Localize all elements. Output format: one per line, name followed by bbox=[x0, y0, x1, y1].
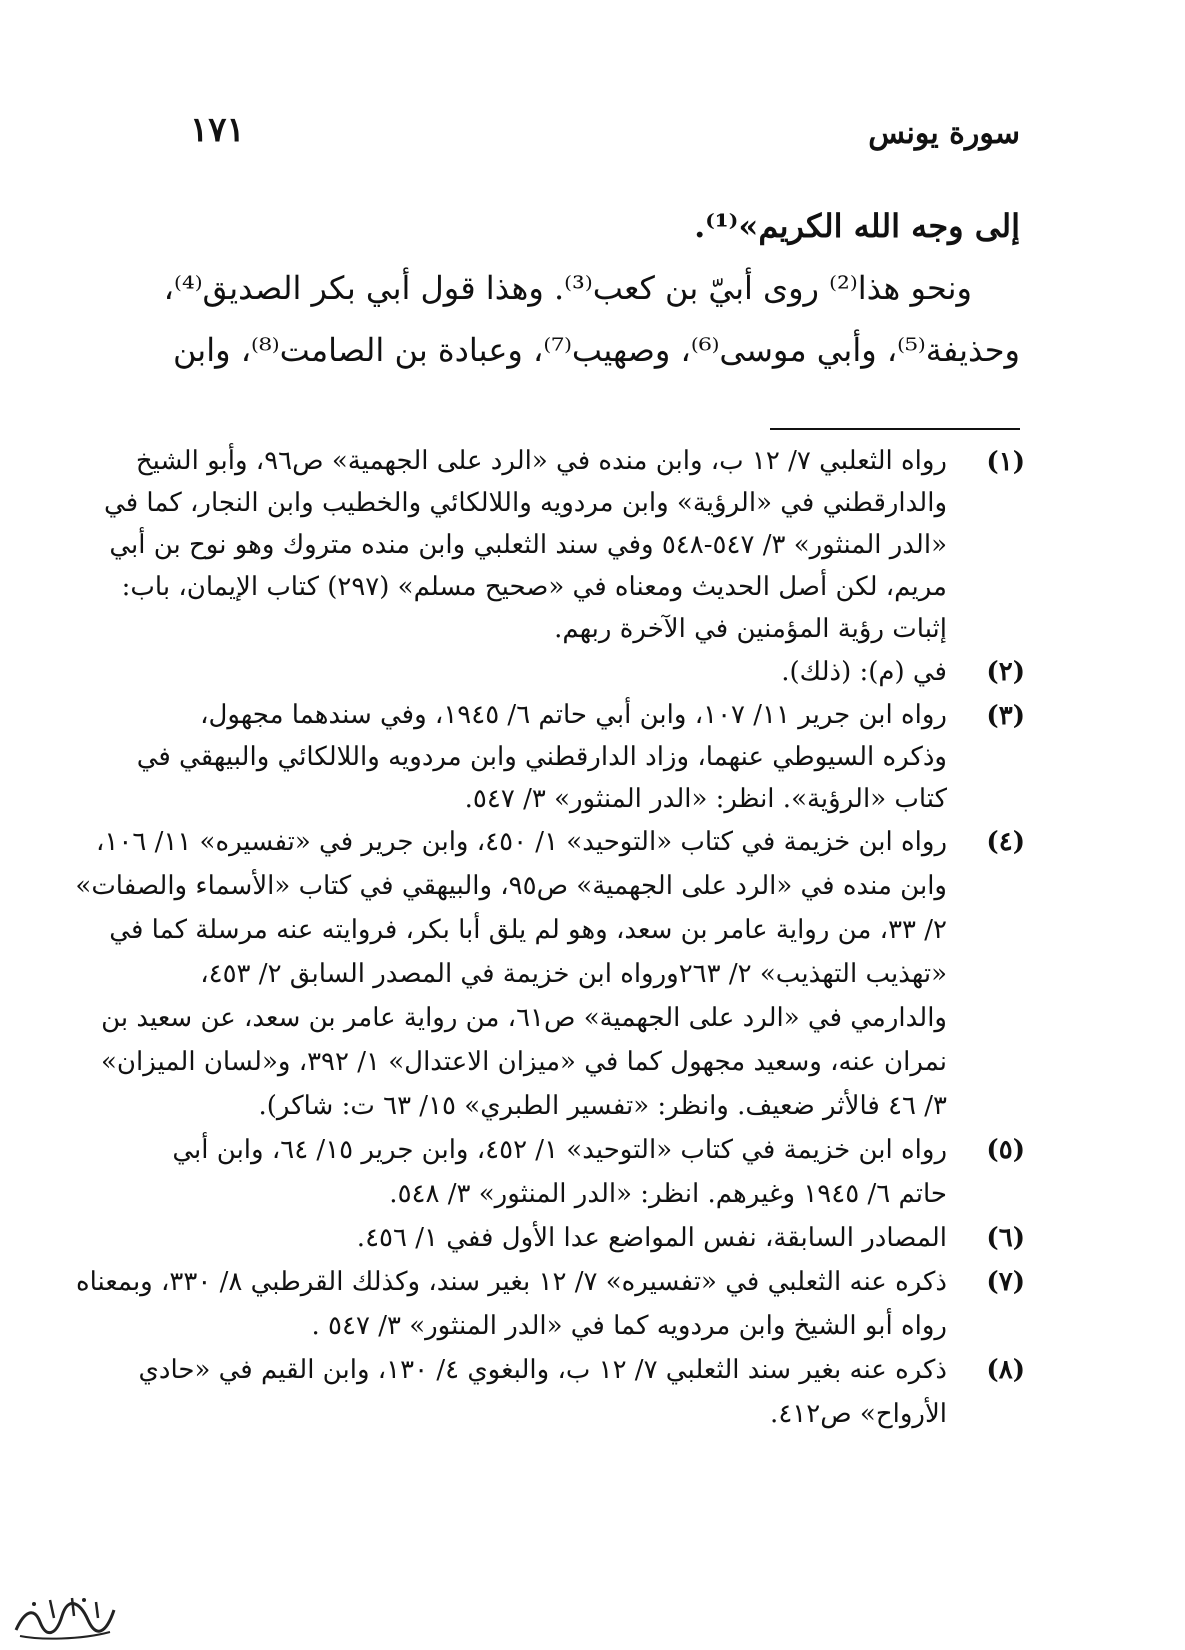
footnote-line: ذكره عنه بغير سند الثعلبي ٧/ ١٢ ب، والبغوي ٤/ ١٣٠، وابن القيم في «حادي bbox=[138, 1355, 947, 1385]
footnote-line: في (م): (ذلك). bbox=[781, 657, 947, 687]
page-header bbox=[190, 110, 1020, 160]
footnote-line: «تهذيب التهذيب» ٢/ ٢٦٣ورواه ابن خزيمة في المصدر السابق ٢/ ٤٥٣، bbox=[200, 959, 947, 989]
footnote-4 bbox=[75, 820, 1025, 1128]
footnote-line: رواه أبو الشيخ وابن مردويه كما في «الدر المنثور» ٣/ ٥٤٧ . bbox=[311, 1311, 947, 1341]
footnote-line: رواه ابن جرير ١١/ ١٠٧، وابن أبي حاتم ٦/ ١٩٤٥، وفي سندهما مجهول، bbox=[200, 700, 947, 730]
footnote-8 bbox=[130, 1348, 1025, 1436]
footnote-2 bbox=[130, 650, 1025, 694]
footnote-number: (٧) bbox=[986, 1267, 1025, 1297]
footnote-5 bbox=[130, 1128, 1025, 1216]
footnote-line: «الدر المنثور» ٣/ ٥٤٧-٥٤٨ وفي سند الثعلبي وابن منده متروك وهو نوح بن أبي bbox=[109, 530, 947, 560]
footnote-number: (٤) bbox=[986, 827, 1025, 857]
footnotes bbox=[75, 440, 1025, 1436]
footnote-line: رواه ابن خزيمة في كتاب «التوحيد» ١/ ٤٥٠، وابن جرير في «تفسيره» ١١/ ١٠٦، bbox=[96, 827, 947, 857]
footnote-line: والدارقطني في «الرؤية» وابن مردويه واللالكائي والخطيب وابن النجار، كما في bbox=[104, 488, 947, 518]
footnote-line: وذكره السيوطي عنهما، وزاد الدارقطني وابن مردويه واللالكائي والبيهقي في bbox=[136, 742, 947, 772]
footnote-number: (٣) bbox=[986, 701, 1025, 731]
footnote-6 bbox=[130, 1216, 1025, 1260]
footnote-line: نمران عنه، وسعيد مجهول كما في «ميزان الاعتدال» ١/ ٣٩٢، و«لسان الميزان» bbox=[100, 1047, 947, 1077]
footnote-line: الأرواح» ص٤١٢. bbox=[770, 1399, 947, 1429]
footnote-3 bbox=[130, 694, 1025, 820]
footnote-number: (٢) bbox=[986, 657, 1025, 687]
footnote-line: إثبات رؤية المؤمنين في الآخرة ربهم. bbox=[554, 614, 947, 644]
footnote-number: (٦) bbox=[986, 1223, 1025, 1253]
footnote-line: ٢/ ٣٣، من رواية عامر بن سعد، وهو لم يلق أبا بكر، فروايته عنه مرسلة كما في bbox=[109, 915, 947, 945]
footnote-line: مريم، لكن أصل الحديث ومعناه في «صحيح مسلم» (٢٩٧) كتاب الإيمان، باب: bbox=[121, 572, 947, 602]
footnote-line: المصادر السابقة، نفس المواضع عدا الأول ففي ١/ ٤٥٦. bbox=[356, 1223, 947, 1253]
main-text bbox=[163, 195, 1020, 381]
footnote-line: ٣/ ٤٦ فالأثر ضعيف. وانظر: «تفسير الطبري» ١٥/ ٦٣ ت: شاكر). bbox=[258, 1091, 947, 1121]
main-line-1: إلى وجه الله الكريم»⁽¹⁾. bbox=[694, 207, 1020, 245]
footnote-number: (٨) bbox=[986, 1355, 1025, 1385]
footnote-number: (٥) bbox=[986, 1135, 1025, 1165]
main-line-3: وحذيفة⁽⁵⁾، وأبي موسى⁽⁶⁾، وصهيب⁽⁷⁾، وعبادة بن الصامت⁽⁸⁾، وابن bbox=[172, 331, 1020, 369]
footnote-line: رواه ابن خزيمة في كتاب «التوحيد» ١/ ٤٥٢، وابن جرير ١٥/ ٦٤، وابن أبي bbox=[172, 1135, 947, 1165]
page-number: ١٧١ bbox=[190, 110, 245, 150]
footnote-line: رواه الثعلبي ٧/ ١٢ ب، وابن منده في «الرد على الجهمية» ص٩٦، وأبو الشيخ bbox=[135, 446, 947, 476]
calligraphy-seal-logo bbox=[10, 1592, 120, 1644]
footnote-separator bbox=[770, 428, 1020, 430]
surah-title: سورة يونس bbox=[868, 116, 1020, 151]
footnote-number: (١) bbox=[986, 447, 1025, 477]
footnote-1 bbox=[104, 440, 1025, 650]
footnote-line: ذكره عنه الثعلبي في «تفسيره» ٧/ ١٢ بغير سند، وكذلك القرطبي ٨/ ٣٣٠، وبمعناه bbox=[75, 1267, 947, 1297]
main-line-2: ونحو هذا⁽²⁾ روى أبيّ بن كعب⁽³⁾. وهذا قول أبي بكر الصديق⁽⁴⁾، bbox=[163, 269, 972, 307]
footnote-line: والدارمي في «الرد على الجهمية» ص٦١، من رواية عامر بن سعد، عن سعيد بن bbox=[101, 1003, 947, 1033]
footnote-line: حاتم ٦/ ١٩٤٥ وغيرهم. انظر: «الدر المنثور» ٣/ ٥٤٨. bbox=[389, 1179, 947, 1209]
footnote-line: كتاب «الرؤية». انظر: «الدر المنثور» ٣/ ٥٤٧. bbox=[464, 784, 947, 814]
footnote-7 bbox=[75, 1260, 1025, 1348]
footnote-line: وابن منده في «الرد على الجهمية» ص٩٥، والبيهقي في كتاب «الأسماء والصفات» bbox=[75, 871, 947, 901]
